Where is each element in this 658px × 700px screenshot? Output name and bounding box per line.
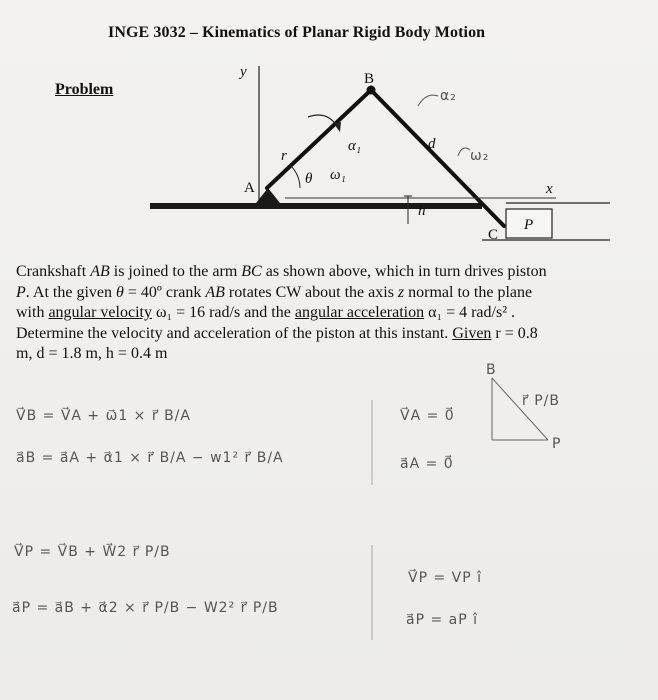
arm-length-label: d [428, 136, 436, 152]
sketch-b-label: B [486, 362, 497, 378]
sketch-p-label: P [552, 436, 562, 452]
equation-vp-direction: V⃗P = VP î [408, 570, 483, 586]
piston-label: P [524, 217, 534, 233]
statement-line-5: m, d = 1.8 m, h = 0.4 m [16, 345, 168, 362]
omega1-label: ω₁ [330, 167, 346, 183]
sketch-hypotenuse [492, 378, 548, 440]
alpha1-label: α₁ [348, 138, 362, 154]
equation-ap-direction: a⃗P = aP î [406, 612, 479, 628]
point-c-label: C [488, 227, 499, 243]
statement-line-1: Crankshaft AB is joined to the arm BC as shown above, which in turn drives piston [16, 263, 547, 280]
y-axis-label: y [240, 64, 247, 80]
equation-ab: a⃗B = a⃗A + α⃗1 × r⃗ B/A − w1² r⃗ B/A [16, 450, 284, 466]
page-title: INGE 3032 – Kinematics of Planar Rigid Body Motion [108, 24, 486, 41]
omega2-annotation: ω₂ [470, 148, 490, 164]
equation-ap: a⃗P = a⃗B + α⃗2 × r⃗ P/B − W2² r⃗ P/B [12, 600, 279, 616]
statement-line-2: P. At the given θ = 40º crank AB rotates CW about the axis z normal to the plane [16, 283, 533, 301]
x-axis-label: x [546, 181, 553, 197]
equation-vb: V⃗B = V⃗A + ω⃗1 × r⃗ B/A [16, 408, 191, 424]
theta-label: θ [305, 171, 313, 187]
problem-heading: Problem [55, 81, 114, 98]
statement-line-4: Determine the velocity and acceleration of the piston at this instant. Given r = 0.8 [16, 324, 538, 342]
crank-length-label: r [281, 148, 287, 164]
statement-line-3: with angular velocity ω₁ = 16 rad/s and the angular acceleration α₁ = 4 rad/s² . [16, 304, 515, 321]
sketch-r-label: r⃗ P/B [522, 393, 560, 409]
equation-vp: V⃗P = V⃗B + W⃗2 r⃗ P/B [14, 544, 171, 560]
height-label: h [418, 203, 426, 219]
equation-va: V⃗A = 0⃗ [400, 408, 455, 424]
point-b-label: B [364, 71, 375, 87]
equation-aa: a⃗A = 0⃗ [400, 456, 454, 472]
point-a-label: A [244, 180, 255, 196]
alpha2-annotation: α₂ [440, 88, 457, 104]
